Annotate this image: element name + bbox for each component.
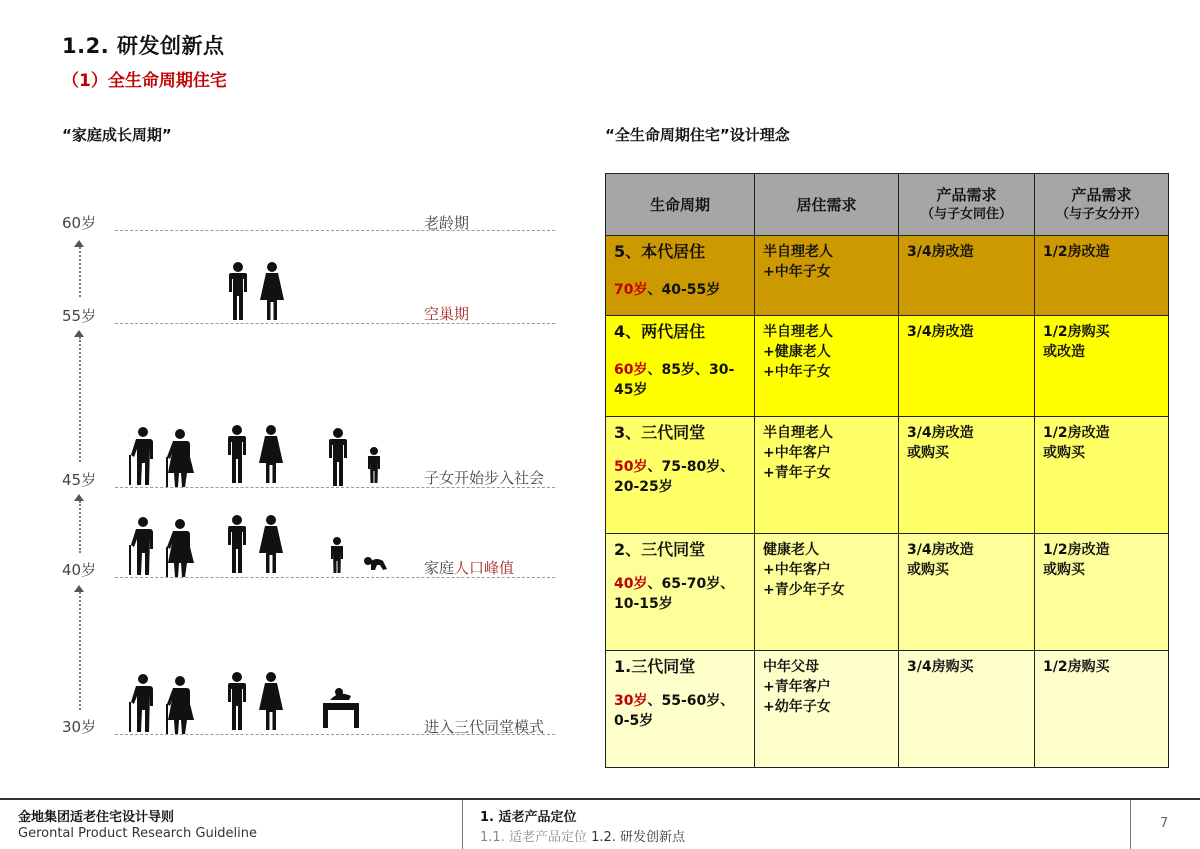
timeline-segment [79,501,81,553]
column-header: 居住需求 [755,174,899,236]
baby-crib-icon [323,688,359,728]
elder-man-cane-icon [129,674,153,732]
footer-divider [1130,800,1131,849]
elder-woman-icon [166,519,194,577]
child-icon [368,447,380,483]
man-icon [228,672,246,730]
together-cell: 3/4房改造或购买 [899,417,1035,534]
crawling-baby-icon [364,557,387,570]
elder-woman-icon [166,429,194,487]
child-icon [331,537,343,573]
table-row [606,316,1169,417]
footer-rule [0,798,1200,800]
arrow-up-icon [74,240,84,247]
age-label-30: 30岁 [62,718,97,736]
breadcrumb: 1.1. 适老产品定位 1.2. 研发创新点 [480,830,686,845]
page-title: 1.2. 研发创新点 [62,34,225,58]
woman-icon [259,425,283,483]
age-label-60: 60岁 [62,214,97,232]
stage-cell: 1.三代同堂 30岁、55-60岁、0-5岁 [606,651,755,768]
timeline-segment [79,337,81,462]
stage-line-60 [115,230,555,231]
stage-cell: 5、本代居住 70岁、40-55岁 [606,236,755,316]
separate-cell: 1/2房购买或改造 [1035,316,1169,417]
needs-cell: 半自理老人 +中年客户 +青年子女 [755,417,899,534]
design-concept-heading: “全生命周期住宅”设计理念 [605,126,790,144]
life-cycle-table [605,173,1169,768]
man-icon [228,425,246,483]
column-header: 产品需求 （与子女同住） [899,174,1035,236]
footer-org-en: Gerontal Product Research Guideline [18,826,258,841]
woman-icon [259,515,283,573]
couple-figures [225,262,295,322]
child-icon [329,428,347,486]
separate-cell: 1/2房改造 [1035,236,1169,316]
column-header: 产品需求 （与子女分开） [1035,174,1169,236]
footer-section: 1. 适老产品定位 [480,810,577,825]
separate-cell: 1/2房改造或购买 [1035,534,1169,651]
elder-man-cane-icon [129,427,153,485]
table-row [606,651,1169,768]
stage-label-children-society: 子女开始步入社会 [424,469,545,487]
stage-cell: 4、两代居住 60岁、85岁、30-45岁 [606,316,755,417]
timeline-segment [79,247,81,297]
page-number: 7 [1160,816,1169,831]
stage-label-three-generations: 进入三代同堂模式 [424,718,545,736]
needs-cell: 健康老人 +中年客户 +青少年子女 [755,534,899,651]
together-cell: 3/4房改造 [899,236,1035,316]
arrow-up-icon [74,330,84,337]
together-cell: 3/4房购买 [899,651,1035,768]
arrow-up-icon [74,494,84,501]
separate-cell: 1/2房购买 [1035,651,1169,768]
column-header: 生命周期 [606,174,755,236]
separate-cell: 1/2房改造或购买 [1035,417,1169,534]
table-row [606,236,1169,316]
age-label-45: 45岁 [62,471,97,489]
elder-woman-icon [166,676,194,734]
needs-cell: 中年父母 +青年客户 +幼年子女 [755,651,899,768]
stage-label-elderly: 老龄期 [424,214,470,232]
together-cell: 3/4房改造 [899,316,1035,417]
arrow-up-icon [74,585,84,592]
woman-icon [259,672,283,730]
table-row [606,417,1169,534]
table-header-row [606,174,1169,236]
man-icon [229,262,247,320]
family-figures-45 [125,425,395,487]
family-cycle-heading: “家庭成长周期” [62,126,172,144]
woman-icon [260,262,284,320]
footer-org-cn: 金地集团适老住宅设计导则 [18,810,175,825]
age-label-55: 55岁 [62,307,97,325]
needs-cell: 半自理老人 +中年子女 [755,236,899,316]
table-row [606,534,1169,651]
stage-label-population-peak: 家庭人口峰值 [424,559,515,577]
elder-man-cane-icon [129,517,153,575]
family-figures-40 [125,513,395,577]
together-cell: 3/4房改造或购买 [899,534,1035,651]
stage-line-55 [115,323,555,324]
timeline-segment [79,592,81,710]
needs-cell: 半自理老人 +健康老人 +中年子女 [755,316,899,417]
section-subtitle: （1）全生命周期住宅 [62,71,227,91]
stage-cell: 2、三代同堂 40岁、65-70岁、10-15岁 [606,534,755,651]
man-icon [228,515,246,573]
family-figures-30 [125,670,375,734]
stage-label-empty-nest: 空巢期 [424,305,470,323]
footer-divider [462,800,463,849]
age-label-40: 40岁 [62,561,97,579]
stage-cell: 3、三代同堂 50岁、75-80岁、20-25岁 [606,417,755,534]
